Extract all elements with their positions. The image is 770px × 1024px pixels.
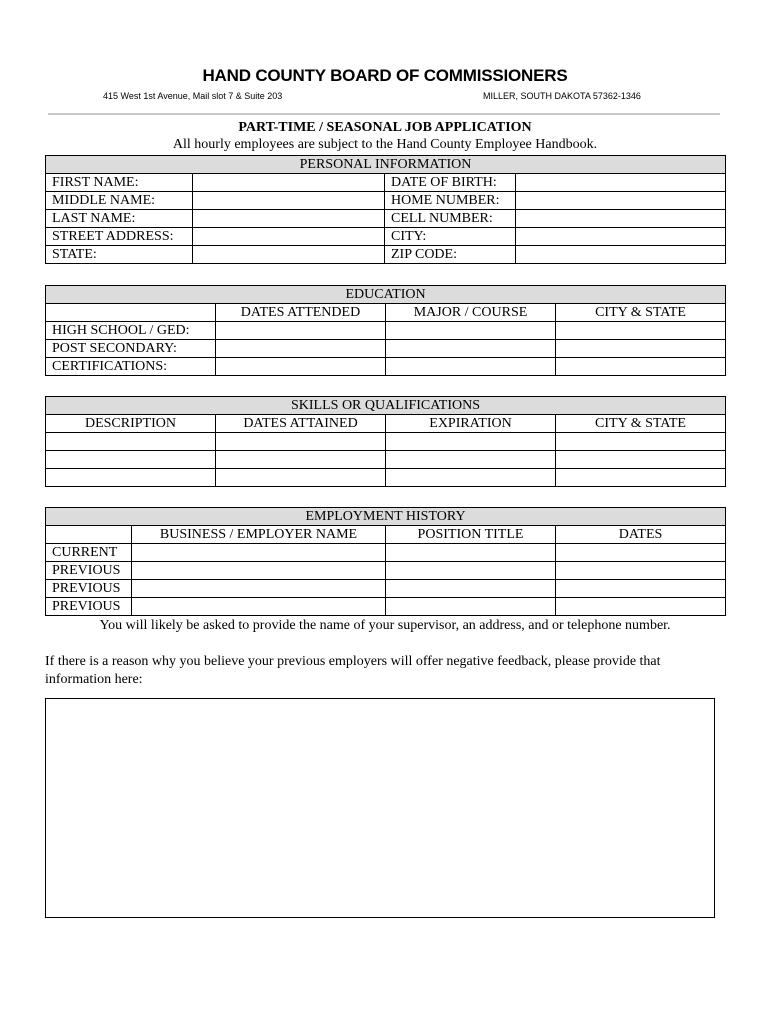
skill-1-description-field[interactable] (46, 433, 216, 451)
skill-1-expiration-field[interactable] (386, 433, 556, 451)
current-employer-field[interactable] (132, 544, 386, 562)
home-number-label: HOME NUMBER: (385, 192, 516, 210)
position-title-header: POSITION TITLE (386, 526, 556, 544)
previous-position-1-field[interactable] (386, 562, 556, 580)
dates-attended-header: DATES ATTENDED (216, 304, 386, 322)
organization-city: MILLER, SOUTH DAKOTA 57362-1346 (483, 91, 641, 101)
certifications-label: CERTIFICATIONS: (46, 358, 216, 376)
last-name-field[interactable] (193, 210, 385, 228)
previous-employer-3-label: PREVIOUS (46, 598, 132, 616)
previous-employer-2-label: PREVIOUS (46, 580, 132, 598)
skill-1-city-field[interactable] (556, 433, 726, 451)
dates-attained-header: DATES ATTAINED (216, 415, 386, 433)
high-school-dates-field[interactable] (216, 322, 386, 340)
street-address-label: STREET ADDRESS: (46, 228, 193, 246)
skill-3-dates-field[interactable] (216, 469, 386, 487)
zip-code-label: ZIP CODE: (385, 246, 516, 264)
education-table (45, 285, 726, 376)
street-address-field[interactable] (193, 228, 385, 246)
post-secondary-city-field[interactable] (556, 340, 726, 358)
current-dates-field[interactable] (556, 544, 726, 562)
previous-dates-1-field[interactable] (556, 562, 726, 580)
post-secondary-major-field[interactable] (386, 340, 556, 358)
personal-information-table (45, 155, 726, 264)
employment-history-table (45, 507, 726, 616)
post-secondary-dates-field[interactable] (216, 340, 386, 358)
high-school-city-field[interactable] (556, 322, 726, 340)
cell-number-field[interactable] (516, 210, 726, 228)
previous-dates-3-field[interactable] (556, 598, 726, 616)
city-field[interactable] (516, 228, 726, 246)
skill-3-description-field[interactable] (46, 469, 216, 487)
skills-city-state-header: CITY & STATE (556, 415, 726, 433)
skill-2-expiration-field[interactable] (386, 451, 556, 469)
current-employer-label: CURRENT (46, 544, 132, 562)
high-school-major-field[interactable] (386, 322, 556, 340)
previous-employer-3-field[interactable] (132, 598, 386, 616)
previous-position-2-field[interactable] (386, 580, 556, 598)
skills-table (45, 396, 726, 487)
first-name-label: FIRST NAME: (46, 174, 193, 192)
middle-name-label: MIDDLE NAME: (46, 192, 193, 210)
employment-dates-header: DATES (556, 526, 726, 544)
personal-information-heading: PERSONAL INFORMATION (46, 156, 726, 174)
certifications-major-field[interactable] (386, 358, 556, 376)
education-blank-header (46, 304, 216, 322)
organization-address: 415 West 1st Avenue, Mail slot 7 & Suite 203 (103, 91, 283, 101)
skill-2-dates-field[interactable] (216, 451, 386, 469)
previous-employer-2-field[interactable] (132, 580, 386, 598)
zip-code-field[interactable] (516, 246, 726, 264)
education-heading: EDUCATION (46, 286, 726, 304)
previous-employer-1-field[interactable] (132, 562, 386, 580)
post-secondary-label: POST SECONDARY: (46, 340, 216, 358)
major-course-header: MAJOR / COURSE (386, 304, 556, 322)
state-field[interactable] (193, 246, 385, 264)
business-employer-header: BUSINESS / EMPLOYER NAME (132, 526, 386, 544)
home-number-field[interactable] (516, 192, 726, 210)
expiration-header: EXPIRATION (386, 415, 556, 433)
cell-number-label: CELL NUMBER: (385, 210, 516, 228)
education-city-state-header: CITY & STATE (556, 304, 726, 322)
date-of-birth-label: DATE OF BIRTH: (385, 174, 516, 192)
high-school-label: HIGH SCHOOL / GED: (46, 322, 216, 340)
form-title: PART-TIME / SEASONAL JOB APPLICATION (238, 120, 532, 135)
skill-2-city-field[interactable] (556, 451, 726, 469)
date-of-birth-field[interactable] (516, 174, 726, 192)
city-label: CITY: (385, 228, 516, 246)
certifications-city-field[interactable] (556, 358, 726, 376)
last-name-label: LAST NAME: (46, 210, 193, 228)
certifications-dates-field[interactable] (216, 358, 386, 376)
skill-2-description-field[interactable] (46, 451, 216, 469)
previous-dates-2-field[interactable] (556, 580, 726, 598)
employment-blank-header (46, 526, 132, 544)
skill-3-expiration-field[interactable] (386, 469, 556, 487)
description-header: DESCRIPTION (46, 415, 216, 433)
current-position-field[interactable] (386, 544, 556, 562)
skill-3-city-field[interactable] (556, 469, 726, 487)
previous-position-3-field[interactable] (386, 598, 556, 616)
skills-heading: SKILLS OR QUALIFICATIONS (46, 397, 726, 415)
previous-employer-1-label: PREVIOUS (46, 562, 132, 580)
negative-feedback-textbox[interactable] (45, 698, 715, 918)
middle-name-field[interactable] (193, 192, 385, 210)
form-subtitle: All hourly employees are subject to the Hand County Employee Handbook. (172, 137, 598, 152)
supervisor-note: You will likely be asked to provide the name of your supervisor, an address, and or telephone number. (99, 618, 671, 633)
header-divider (48, 113, 720, 115)
skill-1-dates-field[interactable] (216, 433, 386, 451)
state-label: STATE: (46, 246, 193, 264)
negative-feedback-prompt: If there is a reason why you believe your previous employers will offer negative feedback, please provide that information here: (45, 654, 661, 687)
first-name-field[interactable] (193, 174, 385, 192)
organization-title: HAND COUNTY BOARD OF COMMISSIONERS (202, 66, 568, 85)
employment-history-heading: EMPLOYMENT HISTORY (46, 508, 726, 526)
